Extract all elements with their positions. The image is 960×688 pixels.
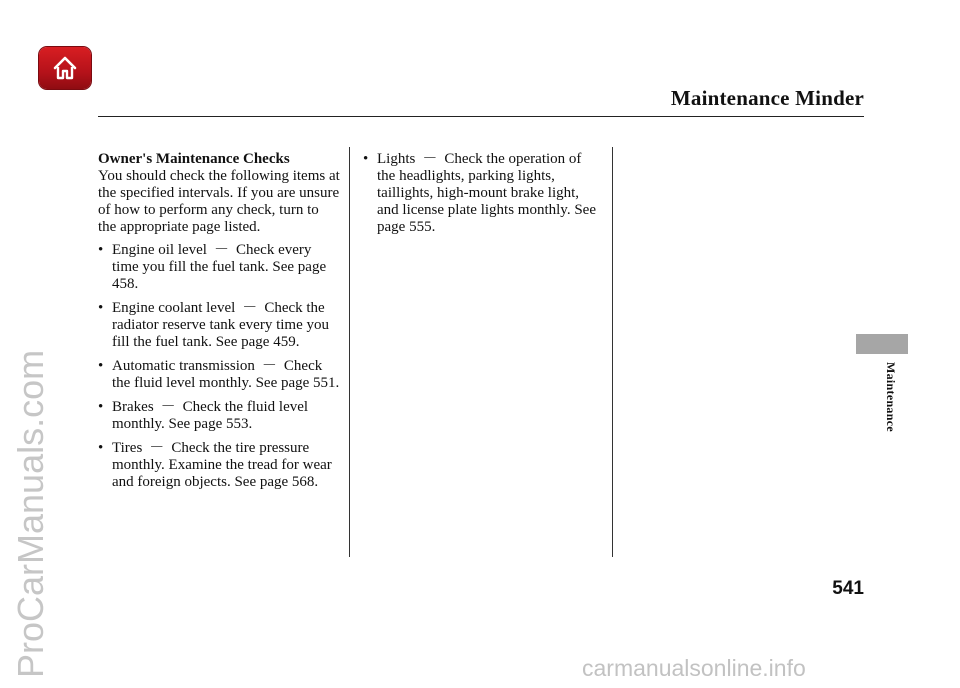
bullet: • (98, 440, 104, 456)
item-label: Brakes (112, 399, 154, 415)
section-tab[interactable] (856, 334, 908, 354)
list-item (98, 300, 340, 351)
home-button[interactable] (39, 47, 91, 89)
column-divider (349, 147, 350, 557)
item-label: Engine coolant level (112, 300, 236, 316)
header-divider (98, 116, 864, 117)
list-item (98, 242, 340, 293)
watermark-bottom: carmanualsonline.info (582, 655, 806, 681)
section-heading: Owner's Maintenance Checks (98, 151, 290, 167)
page-title: Maintenance Minder (670, 86, 864, 110)
item-label: Automatic transmission (112, 358, 255, 374)
section-intro: You should check the following items at the specified intervals. If you are unsure of how to perform any check, turn to the appropriate page listed. (98, 168, 340, 235)
bullet: • (98, 242, 104, 258)
dash: － (213, 242, 229, 258)
item-text: Check every time you fill the fuel tank. See page 458. (112, 242, 327, 292)
item-text: Check the operation of the headlights, parking lights, taillights, high-mount brake light, and license plate lights monthly. See page 555. (377, 151, 596, 235)
page-number: 541 (832, 578, 864, 599)
item-text: Check the fluid level monthly. See page 553. (112, 399, 309, 432)
section-tab-label: Maintenance (884, 362, 898, 432)
dash: － (149, 440, 165, 456)
list-item (98, 440, 340, 491)
watermark-left: ProCarManuals.com (10, 349, 51, 678)
column-divider (612, 147, 613, 557)
bullet: • (98, 358, 104, 374)
column-middle (363, 151, 603, 243)
bullet: • (363, 151, 369, 167)
bullet: • (98, 300, 104, 316)
item-label: Lights (377, 151, 416, 167)
list-item (98, 399, 340, 433)
dash: － (242, 300, 258, 316)
dash: － (422, 151, 438, 167)
home-icon (52, 55, 78, 81)
list-item (98, 358, 340, 392)
bullet: • (98, 399, 104, 415)
item-label: Engine oil level (112, 242, 207, 258)
item-text: Check the radiator reserve tank every time you fill the fuel tank. See page 459. (112, 300, 329, 350)
dash: － (160, 399, 176, 415)
item-label: Tires (112, 440, 143, 456)
checks-list (98, 242, 340, 491)
item-text: Check the fluid level monthly. See page 551. (112, 358, 340, 391)
item-text: Check the tire pressure monthly. Examine the tread for wear and foreign objects. See page 568. (112, 440, 332, 490)
dash: － (261, 358, 277, 374)
list-item (363, 151, 603, 236)
checks-list-continued (363, 151, 603, 236)
column-left (98, 151, 340, 498)
